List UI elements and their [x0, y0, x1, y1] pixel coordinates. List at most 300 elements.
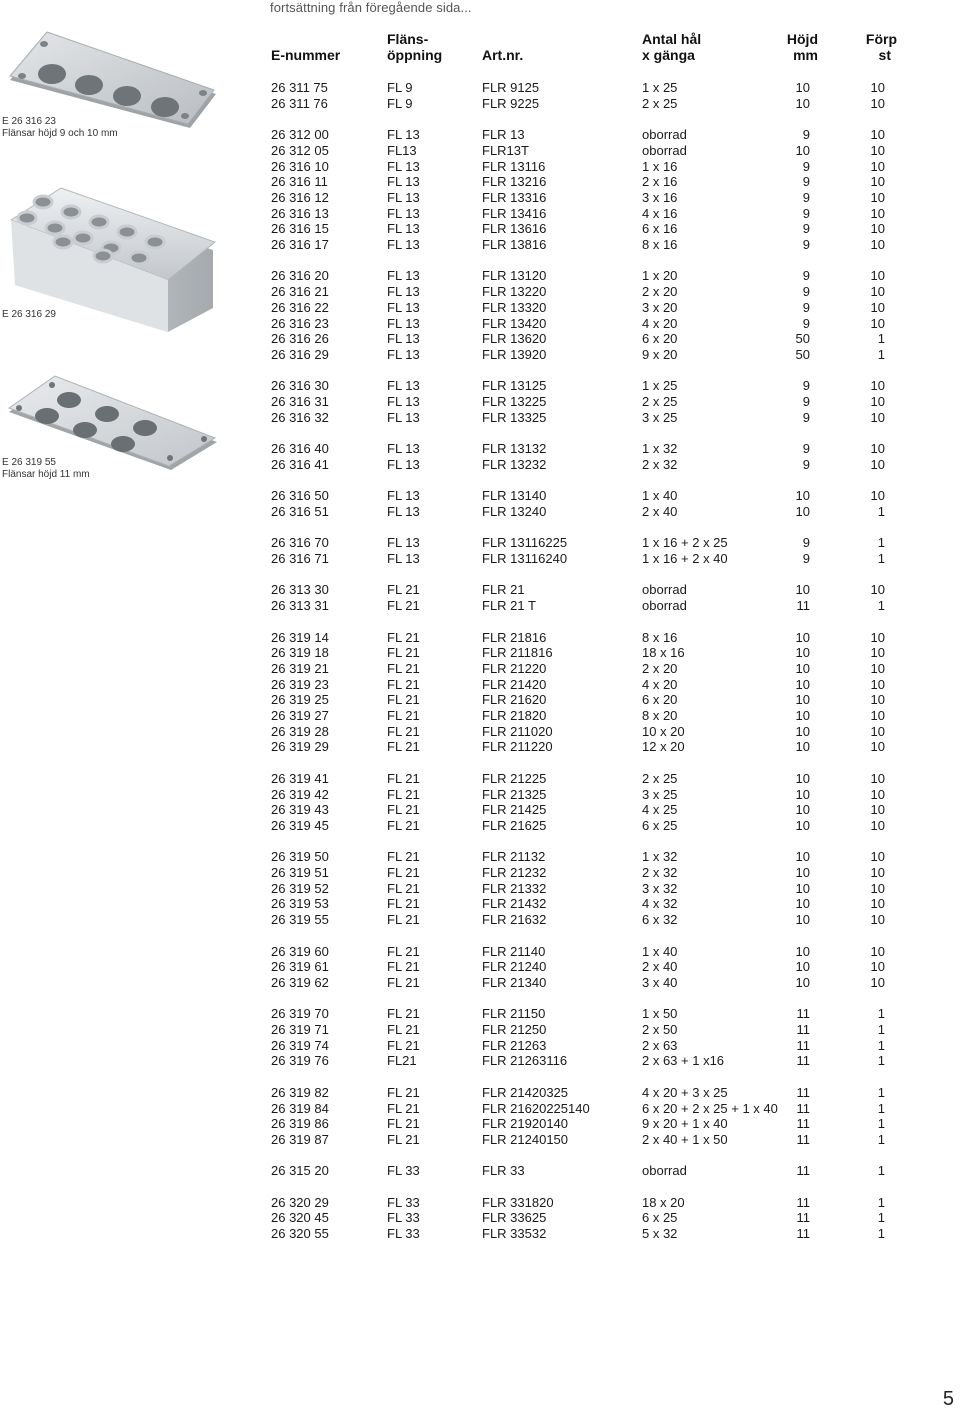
table-row — [0, 1226, 960, 1242]
hojd-cell: 10 — [795, 943, 810, 959]
antal-hal-cell: 4 x 20 — [642, 315, 678, 331]
hojd-cell: 11 — [796, 1084, 810, 1100]
e-nummer-cell: 26 320 45 — [271, 1210, 329, 1226]
flans-oppning-cell: FL 13 — [387, 394, 420, 409]
art-nr-cell: FLR 21625 — [482, 817, 547, 833]
hojd-cell: 9 — [802, 221, 810, 237]
e-nummer-cell: 26 319 27 — [271, 708, 329, 723]
art-nr-cell: FLR 21420 — [482, 676, 547, 692]
table-row — [0, 1101, 960, 1117]
hojd-cell: 10 — [795, 739, 810, 755]
hojd-cell: 11 — [796, 1210, 810, 1226]
flans-oppning-cell: FL 13 — [387, 409, 420, 425]
hojd-cell: 9 — [802, 535, 810, 551]
antal-hal-cell: 2 x 63 + 1 x16 — [642, 1053, 725, 1069]
table-row — [0, 582, 960, 598]
table-row — [0, 739, 960, 755]
flans-oppning-cell: FL 13 — [387, 299, 420, 315]
e-nummer-cell: 26 316 13 — [271, 205, 329, 221]
antal-hal-cell: 2 x 40 + 1 x 50 — [642, 1131, 728, 1147]
antal-hal-cell: 10 x 20 — [642, 723, 685, 739]
art-nr-cell: FLR 13125 — [482, 378, 547, 394]
antal-hal-cell: 3 x 20 — [642, 299, 678, 315]
hojd-cell: 9 — [802, 127, 810, 143]
art-nr-cell: FLR 13216 — [482, 174, 547, 190]
flans-oppning-cell: FL 13 — [387, 551, 420, 566]
e-nummer-cell: 26 319 41 — [271, 770, 329, 786]
forp-cell: 1 — [877, 1006, 885, 1022]
table-row — [0, 912, 960, 928]
flans-oppning-cell: FL 13 — [387, 331, 420, 347]
antal-hal-cell: 4 x 16 — [642, 205, 678, 221]
table-row — [0, 630, 960, 646]
forp-cell: 10 — [870, 409, 885, 425]
e-nummer-cell: 26 316 22 — [271, 299, 329, 315]
art-nr-cell: FLR 33 — [482, 1163, 525, 1179]
forp-cell: 10 — [870, 456, 885, 472]
forp-cell: 10 — [870, 629, 885, 645]
flans-oppning-cell: FL21 — [387, 1053, 417, 1069]
flans-oppning-cell: FL 21 — [387, 959, 420, 975]
antal-hal-cell: 1 x 16 — [642, 158, 678, 174]
art-nr-cell: FLR 331820 — [482, 1194, 554, 1210]
e-nummer-cell: 26 316 26 — [271, 331, 329, 347]
art-nr-cell: FLR 21263116 — [482, 1053, 568, 1069]
flans-oppning-cell: FL 13 — [387, 346, 420, 362]
antal-hal-cell: 2 x 40 — [642, 959, 678, 975]
forp-cell: 1 — [877, 1053, 885, 1069]
forp-cell: 1 — [877, 551, 885, 566]
flans-oppning-cell: FL 13 — [387, 456, 420, 472]
art-nr-cell: FLR 21332 — [482, 880, 547, 896]
antal-hal-cell: 3 x 40 — [642, 974, 678, 990]
hojd-cell: 9 — [802, 409, 810, 425]
forp-cell: 1 — [877, 331, 885, 347]
flans-oppning-cell: FL 21 — [387, 660, 420, 676]
art-nr-cell: FLR 33625 — [482, 1210, 547, 1226]
table-row — [0, 818, 960, 834]
table-row — [0, 1006, 960, 1022]
e-nummer-cell: 26 316 40 — [271, 441, 329, 457]
table-row — [0, 143, 960, 159]
e-nummer-cell: 26 319 87 — [271, 1131, 329, 1147]
table-row — [0, 488, 960, 504]
flans-oppning-cell: FL 13 — [387, 535, 420, 551]
forp-cell: 10 — [870, 645, 885, 661]
art-nr-cell: FLR 13416 — [482, 205, 547, 221]
flans-oppning-cell: FL 21 — [387, 1022, 420, 1037]
flans-oppning-cell: FL 33 — [387, 1194, 420, 1210]
caption-middle: E 26 316 29 — [2, 309, 56, 320]
hojd-cell: 10 — [795, 629, 810, 645]
table-row — [0, 881, 960, 897]
art-nr-cell: FLR 21240150 — [482, 1131, 569, 1147]
e-nummer-cell: 26 316 12 — [271, 189, 329, 205]
e-nummer-cell: 26 319 60 — [271, 943, 329, 959]
forp-cell: 10 — [870, 142, 885, 158]
flans-oppning-cell: FL 33 — [387, 1163, 420, 1179]
hojd-cell: 9 — [802, 268, 810, 284]
antal-hal-cell: 2 x 50 — [642, 1022, 678, 1037]
art-nr-cell: FLR 13116 — [482, 158, 546, 174]
e-nummer-cell: 26 319 82 — [271, 1084, 329, 1100]
forp-cell: 10 — [870, 943, 885, 959]
hojd-cell: 10 — [795, 817, 810, 833]
table-row — [0, 896, 960, 912]
flans-oppning-cell: FL 21 — [387, 865, 420, 880]
flans-oppning-cell: FL 13 — [387, 378, 420, 394]
header-enummer: E-nummer — [271, 47, 341, 63]
hojd-cell: 10 — [795, 865, 810, 880]
antal-hal-cell: 1 x 20 — [642, 268, 678, 284]
forp-cell: 1 — [877, 1226, 885, 1242]
flans-oppning-cell: FL13 — [387, 142, 417, 158]
continued-note: fortsättning från föregående sida... — [270, 0, 472, 15]
flans-oppning-cell: FL 21 — [387, 676, 420, 692]
antal-hal-cell: 2 x 32 — [642, 456, 678, 472]
flans-oppning-cell: FL 13 — [387, 315, 420, 331]
e-nummer-cell: 26 319 50 — [271, 849, 329, 865]
antal-hal-cell: oborrad — [642, 142, 687, 158]
antal-hal-cell: 2 x 63 — [642, 1037, 678, 1053]
table-row — [0, 661, 960, 677]
forp-cell: 10 — [870, 284, 885, 300]
art-nr-cell: FLR 21820 — [482, 708, 547, 723]
art-nr-cell: FLR 21325 — [482, 786, 547, 802]
antal-hal-cell: 2 x 16 — [642, 174, 678, 190]
forp-cell: 10 — [870, 237, 885, 252]
hojd-cell: 9 — [802, 237, 810, 252]
table-row — [0, 677, 960, 693]
flans-oppning-cell: FL 21 — [387, 817, 420, 833]
forp-cell: 1 — [877, 1084, 885, 1100]
hojd-cell: 11 — [796, 1053, 810, 1069]
art-nr-cell: FLR 13920 — [482, 346, 547, 362]
hojd-cell: 10 — [795, 880, 810, 896]
hojd-cell: 10 — [795, 802, 810, 818]
forp-cell: 10 — [870, 205, 885, 221]
antal-hal-cell: 2 x 20 — [642, 284, 678, 300]
flans-oppning-cell: FL 13 — [387, 221, 420, 237]
forp-cell: 10 — [870, 378, 885, 394]
hojd-cell: 50 — [795, 331, 810, 347]
antal-hal-cell: 5 x 32 — [642, 1226, 678, 1242]
antal-hal-cell: 2 x 25 — [642, 394, 678, 409]
forp-cell: 10 — [870, 692, 885, 708]
header-antal: Antal hål x gänga — [642, 31, 702, 63]
antal-hal-cell: 4 x 32 — [642, 896, 678, 912]
forp-cell: 10 — [870, 786, 885, 802]
hojd-cell: 10 — [795, 723, 810, 739]
forp-cell: 1 — [877, 535, 885, 551]
art-nr-cell: FLR 21632 — [482, 912, 547, 928]
table-row — [0, 708, 960, 724]
forp-cell: 10 — [870, 865, 885, 880]
flans-oppning-cell: FL 21 — [387, 786, 420, 802]
antal-hal-cell: 9 x 20 — [642, 346, 678, 362]
page-number: 5 — [942, 1388, 954, 1410]
antal-hal-cell: 8 x 16 — [642, 237, 678, 252]
hojd-cell: 10 — [795, 95, 810, 111]
table-row — [0, 787, 960, 803]
forp-cell: 10 — [870, 127, 885, 143]
flans-oppning-cell: FL 13 — [387, 237, 420, 252]
antal-hal-cell: 1 x 32 — [642, 441, 678, 457]
hojd-cell: 11 — [796, 1163, 810, 1179]
e-nummer-cell: 26 319 62 — [271, 974, 329, 990]
forp-cell: 1 — [877, 1116, 885, 1132]
e-nummer-cell: 26 319 74 — [271, 1037, 329, 1053]
forp-cell: 10 — [870, 189, 885, 205]
art-nr-cell: FLR 9125 — [482, 80, 540, 95]
art-nr-cell: FLR 21132 — [482, 849, 546, 865]
art-nr-cell: FLR 13816 — [482, 237, 547, 252]
forp-cell: 10 — [870, 95, 885, 111]
forp-cell: 10 — [870, 912, 885, 928]
art-nr-cell: FLR 13116240 — [482, 551, 568, 566]
e-nummer-cell: 26 316 71 — [271, 551, 329, 566]
antal-hal-cell: 2 x 25 — [642, 95, 678, 111]
e-nummer-cell: 26 319 76 — [271, 1053, 329, 1069]
art-nr-cell: FLR 9225 — [482, 95, 540, 111]
antal-hal-cell: 6 x 32 — [642, 912, 678, 928]
flange-plate-4-holes-image — [2, 30, 217, 130]
e-nummer-cell: 26 319 14 — [271, 629, 329, 645]
forp-cell: 10 — [870, 394, 885, 409]
forp-cell: 10 — [870, 770, 885, 786]
flans-oppning-cell: FL 21 — [387, 912, 420, 928]
e-nummer-cell: 26 316 21 — [271, 284, 329, 300]
forp-cell: 10 — [870, 676, 885, 692]
art-nr-cell: FLR 21150 — [482, 1006, 546, 1022]
forp-cell: 10 — [870, 221, 885, 237]
e-nummer-cell: 26 319 71 — [271, 1022, 329, 1037]
antal-hal-cell: 3 x 32 — [642, 880, 678, 896]
forp-cell: 10 — [870, 315, 885, 331]
e-nummer-cell: 26 319 45 — [271, 817, 329, 833]
flans-oppning-cell: FL 21 — [387, 739, 420, 755]
forp-cell: 10 — [870, 299, 885, 315]
hojd-cell: 9 — [802, 315, 810, 331]
flans-oppning-cell: FL 13 — [387, 268, 420, 284]
forp-cell: 10 — [870, 582, 885, 598]
art-nr-cell: FLR 13320 — [482, 299, 547, 315]
hojd-cell: 11 — [796, 1226, 810, 1242]
antal-hal-cell: 1 x 40 — [642, 943, 678, 959]
forp-cell: 1 — [877, 1022, 885, 1037]
forp-cell: 10 — [870, 723, 885, 739]
flans-oppning-cell: FL 13 — [387, 127, 420, 143]
hojd-cell: 9 — [802, 299, 810, 315]
flans-oppning-cell: FL 9 — [387, 95, 413, 111]
flans-oppning-cell: FL 13 — [387, 205, 420, 221]
e-nummer-cell: 26 319 23 — [271, 676, 329, 692]
antal-hal-cell: 2 x 25 — [642, 770, 678, 786]
art-nr-cell: FLR 21620225140 — [482, 1100, 590, 1116]
antal-hal-cell: 3 x 25 — [642, 786, 678, 802]
hojd-cell: 11 — [796, 1194, 810, 1210]
forp-cell: 1 — [877, 1210, 885, 1226]
art-nr-cell: FLR 13420 — [482, 315, 547, 331]
forp-cell: 10 — [870, 959, 885, 975]
e-nummer-cell: 26 315 20 — [271, 1163, 329, 1179]
hojd-cell: 9 — [802, 394, 810, 409]
antal-hal-cell: 8 x 20 — [642, 708, 678, 723]
table-row — [0, 598, 960, 614]
table-row — [0, 771, 960, 787]
forp-cell: 1 — [877, 503, 885, 519]
hojd-cell: 9 — [802, 158, 810, 174]
header-forp: Förp st — [865, 31, 897, 63]
e-nummer-cell: 26 316 10 — [271, 158, 329, 174]
forp-cell: 10 — [870, 174, 885, 190]
flans-oppning-cell: FL 21 — [387, 849, 420, 865]
flans-oppning-cell: FL 21 — [387, 1006, 420, 1022]
e-nummer-cell: 26 319 29 — [271, 739, 329, 755]
flans-oppning-cell: FL 21 — [387, 1037, 420, 1053]
e-nummer-cell: 26 319 51 — [271, 865, 329, 880]
hojd-cell: 9 — [802, 284, 810, 300]
antal-hal-cell: 12 x 20 — [642, 739, 685, 755]
table-row — [0, 1085, 960, 1101]
e-nummer-cell: 26 312 05 — [271, 142, 329, 158]
flans-oppning-cell: FL 21 — [387, 974, 420, 990]
hojd-cell: 10 — [795, 503, 810, 519]
hojd-cell: 9 — [802, 441, 810, 457]
e-nummer-cell: 26 320 29 — [271, 1194, 329, 1210]
forp-cell: 1 — [877, 346, 885, 362]
art-nr-cell: FLR 211220 — [482, 739, 553, 755]
flans-oppning-cell: FL 21 — [387, 943, 420, 959]
table-row — [0, 802, 960, 818]
antal-hal-cell: 9 x 20 + 1 x 40 — [642, 1116, 728, 1132]
e-nummer-cell: 26 319 18 — [271, 645, 329, 661]
art-nr-cell: FLR 13620 — [482, 331, 547, 347]
art-nr-cell: FLR 21 T — [482, 598, 536, 614]
table-row — [0, 975, 960, 991]
e-nummer-cell: 26 316 50 — [271, 488, 329, 504]
forp-cell: 10 — [870, 158, 885, 174]
art-nr-cell: FLR 21140 — [482, 943, 546, 959]
caption-top: E 26 316 23 Flänsar höjd 9 och 10 mm — [2, 116, 118, 139]
table-row — [0, 347, 960, 363]
forp-cell: 10 — [870, 849, 885, 865]
art-nr-cell: FLR 13316 — [482, 189, 547, 205]
header-artnr: Art.nr. — [482, 47, 524, 63]
table-row — [0, 1210, 960, 1226]
antal-hal-cell: oborrad — [642, 582, 687, 598]
flans-oppning-cell: FL 13 — [387, 488, 420, 504]
table-row — [0, 1022, 960, 1038]
antal-hal-cell: 6 x 25 — [642, 817, 678, 833]
forp-cell: 10 — [870, 739, 885, 755]
art-nr-cell: FLR 13225 — [482, 394, 547, 409]
e-nummer-cell: 26 320 55 — [271, 1226, 329, 1242]
hojd-cell: 10 — [795, 708, 810, 723]
hojd-cell: 10 — [795, 959, 810, 975]
e-nummer-cell: 26 316 20 — [271, 268, 329, 284]
table-row — [0, 849, 960, 865]
forp-cell: 1 — [877, 1194, 885, 1210]
hojd-cell: 10 — [795, 660, 810, 676]
antal-hal-cell: 6 x 16 — [642, 221, 678, 237]
e-nummer-cell: 26 316 41 — [271, 456, 329, 472]
art-nr-cell: FLR 13616 — [482, 221, 547, 237]
e-nummer-cell: 26 319 53 — [271, 896, 329, 912]
antal-hal-cell: oborrad — [642, 598, 687, 614]
art-nr-cell: FLR 13232 — [482, 456, 547, 472]
table-row — [0, 865, 960, 881]
antal-hal-cell: 3 x 25 — [642, 409, 678, 425]
e-nummer-cell: 26 316 11 — [271, 174, 328, 190]
art-nr-cell: FLR 21220 — [482, 660, 547, 676]
hojd-cell: 10 — [795, 488, 810, 504]
forp-cell: 10 — [870, 802, 885, 818]
antal-hal-cell: 2 x 20 — [642, 660, 678, 676]
hojd-cell: 10 — [795, 770, 810, 786]
flans-oppning-cell: FL 9 — [387, 80, 413, 95]
art-nr-cell: FLR 21250 — [482, 1022, 547, 1037]
art-nr-cell: FLR 13132 — [482, 441, 547, 457]
e-nummer-cell: 26 319 52 — [271, 880, 329, 896]
art-nr-cell: FLR 13240 — [482, 503, 547, 519]
antal-hal-cell: oborrad — [642, 127, 687, 143]
hojd-cell: 10 — [795, 645, 810, 661]
hojd-cell: 50 — [795, 346, 810, 362]
hojd-cell: 10 — [795, 912, 810, 928]
hojd-cell: 11 — [796, 1006, 810, 1022]
art-nr-cell: FLR 21420325 — [482, 1084, 569, 1100]
hojd-cell: 9 — [802, 189, 810, 205]
forp-cell: 1 — [877, 1100, 885, 1116]
e-nummer-cell: 26 316 32 — [271, 409, 329, 425]
forp-cell: 10 — [870, 896, 885, 912]
art-nr-cell: FLR 21232 — [482, 865, 547, 880]
flans-oppning-cell: FL 21 — [387, 598, 420, 614]
hojd-cell: 10 — [795, 142, 810, 158]
art-nr-cell: FLR 21920140 — [482, 1116, 569, 1132]
hojd-cell: 10 — [795, 974, 810, 990]
table-row — [0, 1163, 960, 1179]
flans-oppning-cell: FL 33 — [387, 1226, 420, 1242]
flans-oppning-cell: FL 13 — [387, 441, 420, 457]
hojd-cell: 9 — [802, 551, 810, 566]
forp-cell: 1 — [877, 1131, 885, 1147]
hojd-cell: 11 — [796, 598, 810, 614]
flans-oppning-cell: FL 21 — [387, 1100, 420, 1116]
antal-hal-cell: 18 x 16 — [642, 645, 685, 661]
hojd-cell: 10 — [795, 676, 810, 692]
e-nummer-cell: 26 316 29 — [271, 346, 329, 362]
art-nr-cell: FLR 13116225 — [482, 535, 568, 551]
forp-cell: 10 — [870, 268, 885, 284]
antal-hal-cell: 6 x 20 — [642, 331, 678, 347]
hojd-cell: 10 — [795, 786, 810, 802]
art-nr-cell: FLR 13120 — [482, 268, 547, 284]
flans-oppning-cell: FL 21 — [387, 770, 420, 786]
hojd-cell: 9 — [802, 456, 810, 472]
flans-oppning-cell: FL 21 — [387, 692, 420, 708]
forp-cell: 10 — [870, 817, 885, 833]
flans-oppning-cell: FL 21 — [387, 645, 420, 661]
e-nummer-cell: 26 319 70 — [271, 1006, 329, 1022]
art-nr-cell: FLR 21263 — [482, 1037, 547, 1053]
flans-oppning-cell: FL 13 — [387, 284, 420, 300]
art-nr-cell: FLR 13220 — [482, 284, 547, 300]
forp-cell: 1 — [877, 598, 885, 614]
flans-oppning-cell: FL 13 — [387, 174, 420, 190]
table-row — [0, 551, 960, 567]
